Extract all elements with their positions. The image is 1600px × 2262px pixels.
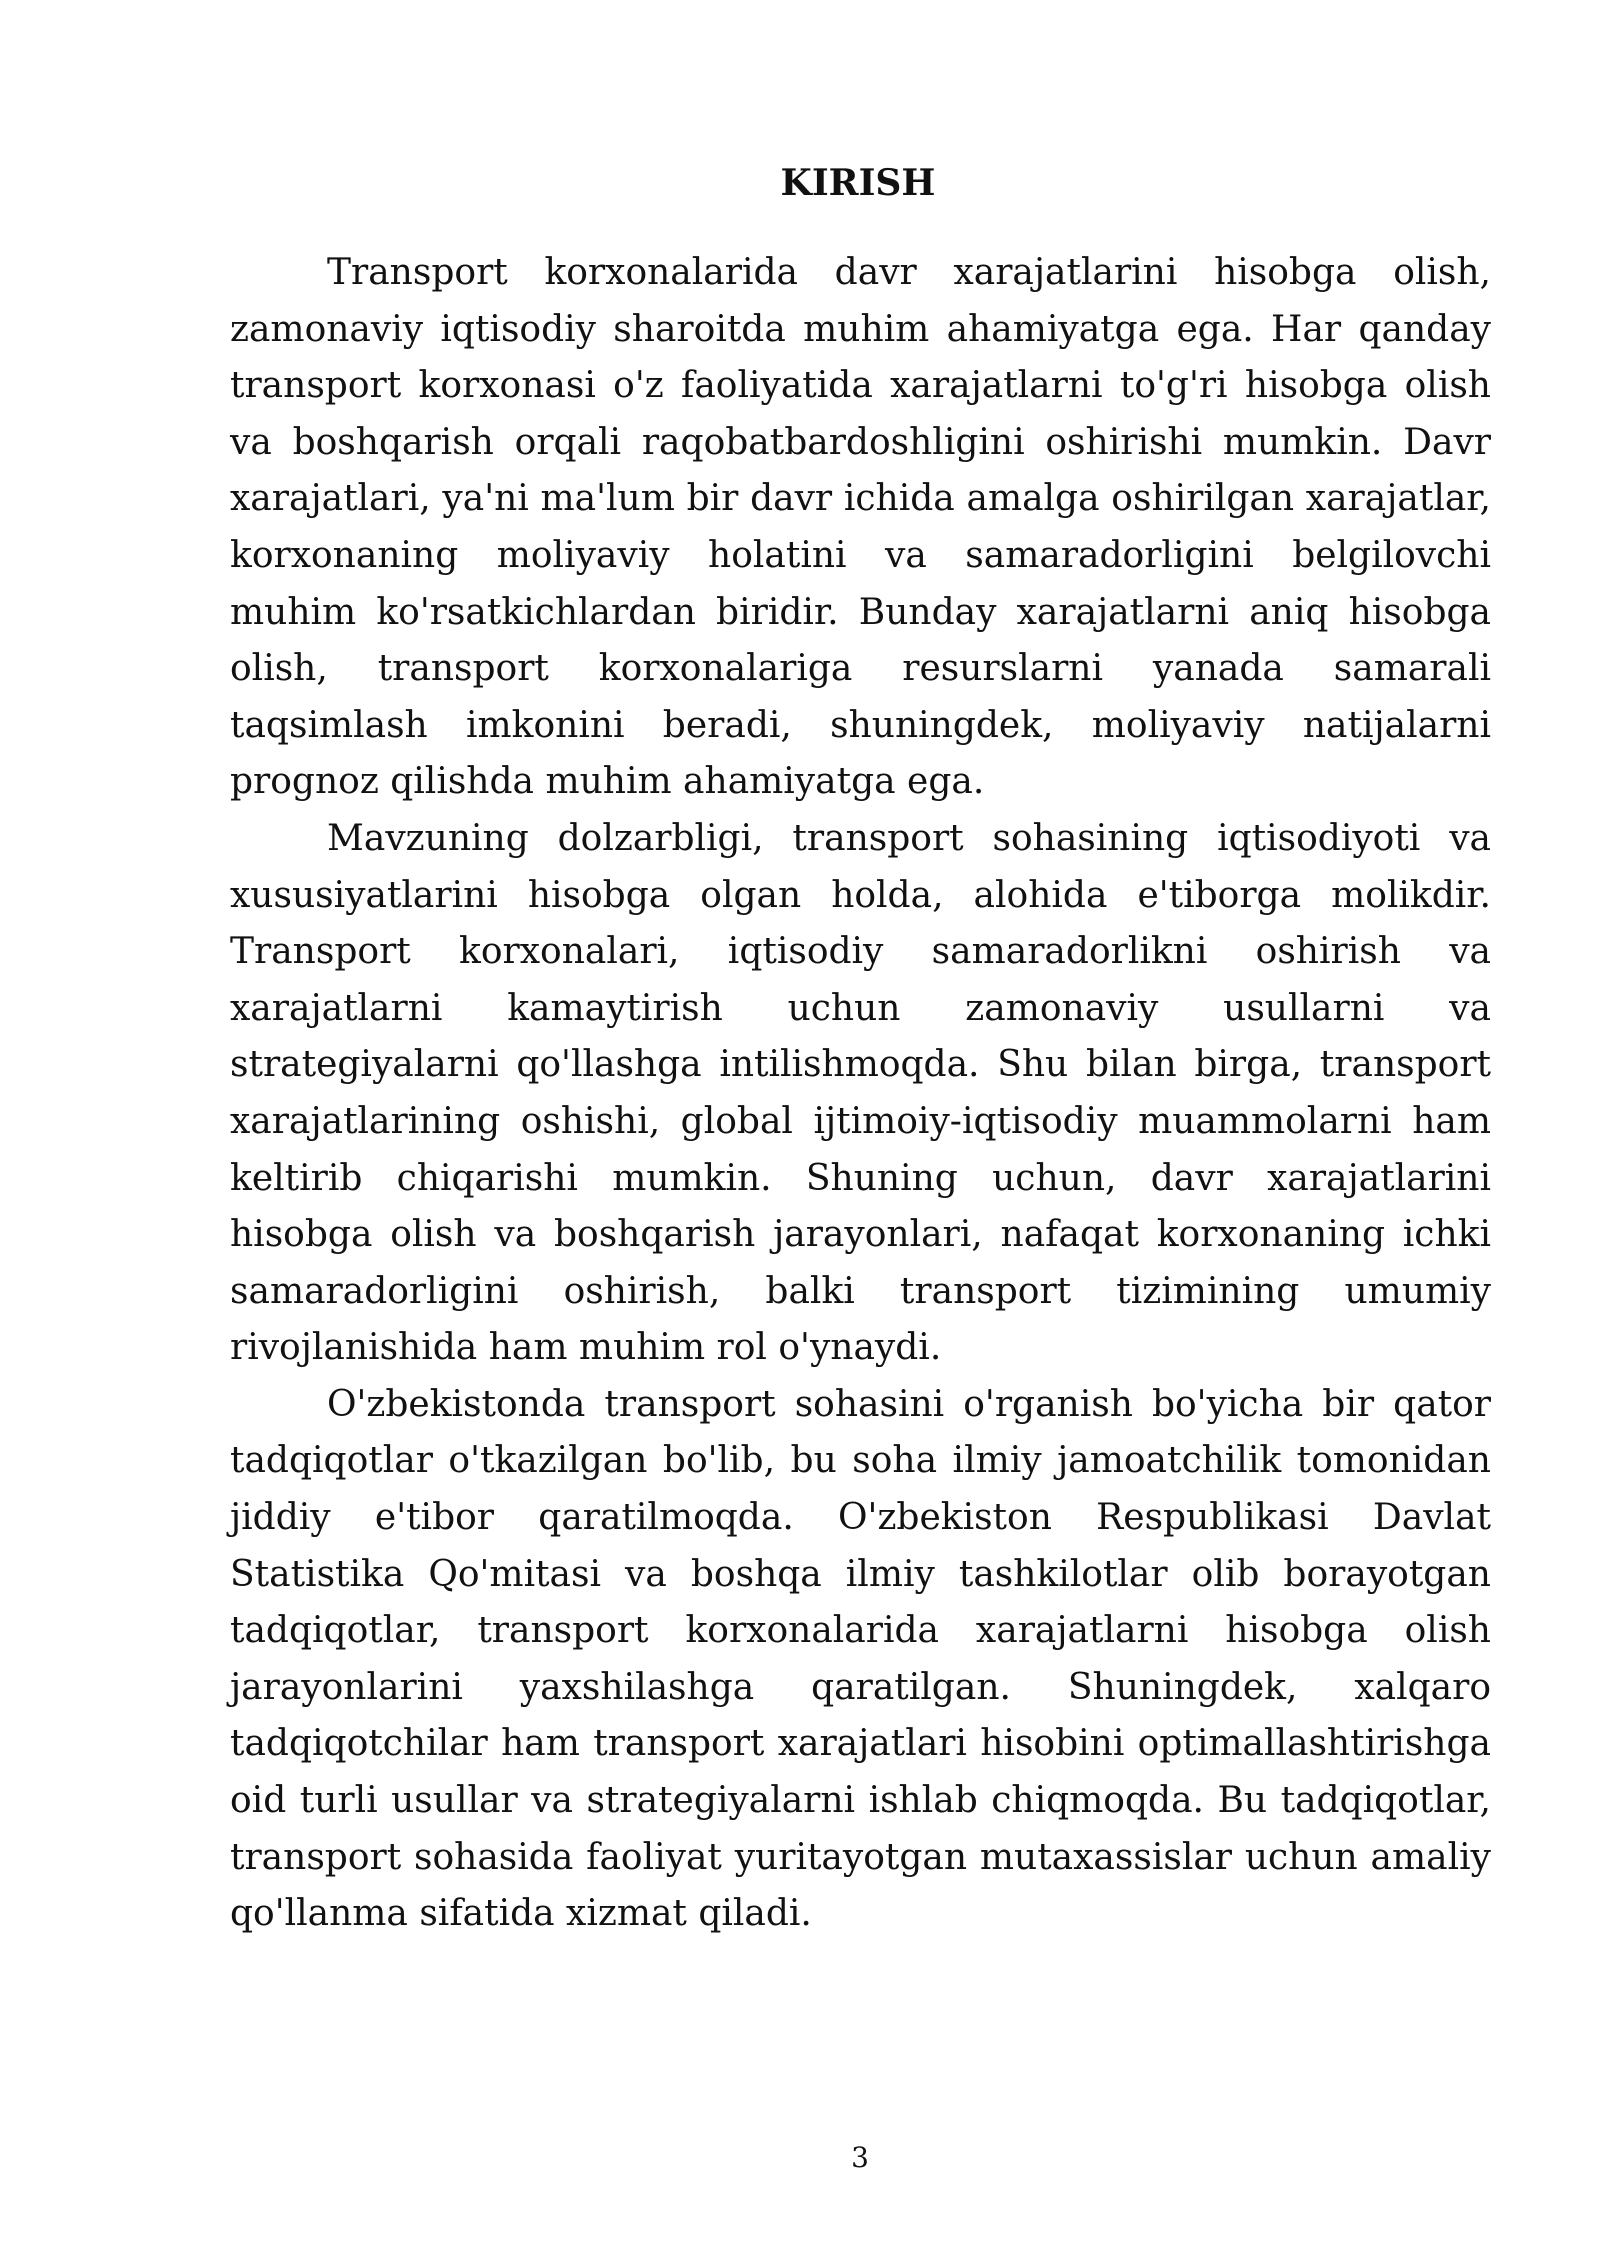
page-number: 3 bbox=[851, 2141, 869, 2174]
paragraph-1: Transport korxonalarida davr xarajatlarini hisobga olish, zamonaviy iqtisodiy sharoitda muhim ahamiyatga ega. Har qanday transport korxonasi o'z faoliyatida xarajatlarni to'g'ri hisobga olish va boshqarish orqali raqobatbardoshligini oshirishi mumkin. Davr xarajatlari, ya'ni ma'lum bir davr ichida amalga oshirilgan xarajatlar, korxonaning moliyaviy holatini va samaradorligini belgilovchi muhim ko'rsatkichlardan biridir. Bunday xarajatlarni aniq hisobga olish, transport korxonalariga resurslarni yanada samarali taqsimlash imkonini beradi, shuningdek, moliyaviy natijalarni prognoz qilishda muhim ahamiyatga ega. bbox=[230, 252, 1491, 803]
paragraph-2: Mavzuning dolzarbligi, transport sohasining iqtisodiyoti va xususiyatlarini hisobga olgan holda, alohida e'tiborga molikdir. Transport korxonalari, iqtisodiy samaradorlikni oshirish va xarajatlarni kamaytirish uchun zamonaviy usullarni va strategiyalarni qo'llashga intilishmoqda. Shu bilan birga, transport xarajatlarining oshishi, global ijtimoiy-iqtisodiy muammolarni ham keltirib chiqarishi mumkin. Shuning uchun, davr xarajatlarini hisobga olish va boshqarish jarayonlari, nafaqat korxonaning ichki samaradorligini oshirish, balki transport tizimining umumiy rivojlanishida ham muhim rol o'ynaydi. bbox=[230, 817, 1491, 1369]
body-text bbox=[230, 245, 1491, 1943]
paragraph-3: O'zbekistonda transport sohasini o'rganish bo'yicha bir qator tadqiqotlar o'tkazilgan bo'lib, bu soha ilmiy jamoatchilik tomonidan jiddiy e'tibor qaratilmoqda. O'zbekiston Respublikasi Davlat Statistika Qo'mitasi va boshqa ilmiy tashkilotlar olib borayotgan tadqiqotlar, transport korxonalarida xarajatlarni hisobga olish jarayonlarini yaxshilashga qaratilgan. Shuningdek, xalqaro tadqiqotchilar ham transport xarajatlari hisobini optimallashtirishga oid turli usullar va strategiyalarni ishlab chiqmoqda. Bu tadqiqotlar, transport sohasida faoliyat yuritayotgan mutaxassislar uchun amaliy qo'llanma sifatida xizmat qiladi. bbox=[230, 1383, 1491, 1935]
page-title: KIRISH bbox=[780, 162, 936, 204]
